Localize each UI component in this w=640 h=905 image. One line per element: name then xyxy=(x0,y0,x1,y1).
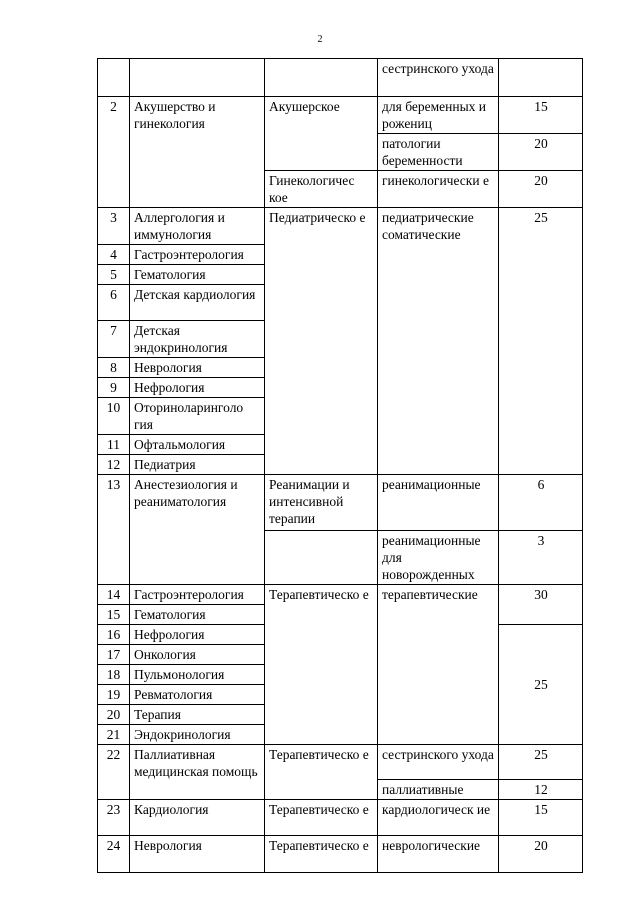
row-number: 12 xyxy=(98,455,130,475)
row-number: 5 xyxy=(98,265,130,285)
table-row xyxy=(98,97,583,134)
profile-cell: Неврология xyxy=(130,358,265,378)
row-number: 16 xyxy=(98,625,130,645)
row-number: 6 xyxy=(98,285,130,321)
profile-cell: Кардиология xyxy=(130,800,265,836)
department-cell: Терапевтическо е xyxy=(265,745,378,800)
beds-count-cell xyxy=(499,59,583,97)
beds-count-cell: 25 xyxy=(499,208,583,475)
profile-cell xyxy=(130,59,265,97)
row-number: 2 xyxy=(98,97,130,208)
row-number: 24 xyxy=(98,836,130,873)
department-cell: Акушерское xyxy=(265,97,378,171)
row-number: 23 xyxy=(98,800,130,836)
beds-type-cell: сестринского ухода xyxy=(378,59,499,97)
profile-cell: Детская эндокринология xyxy=(130,321,265,358)
page-number: 2 xyxy=(317,34,323,45)
row-number xyxy=(98,59,130,97)
beds-type-cell: неврологические xyxy=(378,836,499,873)
row-number: 18 xyxy=(98,665,130,685)
beds-count-cell: 15 xyxy=(499,97,583,134)
profile-cell: Аллергология и иммунология xyxy=(130,208,265,245)
department-cell: Реанимации и интенсивной терапии xyxy=(265,475,378,531)
beds-type-cell: паллиативные xyxy=(378,780,499,800)
department-cell: Терапевтическо е xyxy=(265,585,378,745)
row-number: 3 xyxy=(98,208,130,245)
profile-cell: Пульмонология xyxy=(130,665,265,685)
beds-type-cell: для беременных и рожениц xyxy=(378,97,499,134)
table-row xyxy=(98,585,583,605)
profile-cell: Педиатрия xyxy=(130,455,265,475)
beds-table xyxy=(97,58,583,873)
department-cell xyxy=(265,59,378,97)
profile-cell: Онкология xyxy=(130,645,265,665)
row-number: 22 xyxy=(98,745,130,800)
beds-count-cell: 20 xyxy=(499,836,583,873)
profile-cell: Детская кардиология xyxy=(130,285,265,321)
beds-count-cell: 20 xyxy=(499,134,583,171)
profile-cell: Эндокринология xyxy=(130,725,265,745)
row-number: 10 xyxy=(98,398,130,435)
row-number: 9 xyxy=(98,378,130,398)
profile-cell: Гастроэнтерология xyxy=(130,245,265,265)
row-number: 7 xyxy=(98,321,130,358)
department-cell: Терапевтическо е xyxy=(265,800,378,836)
row-number: 17 xyxy=(98,645,130,665)
profile-cell: Нефрология xyxy=(130,625,265,645)
beds-count-cell: 6 xyxy=(499,475,583,531)
beds-type-cell: гинекологически е xyxy=(378,171,499,208)
profile-cell: Неврология xyxy=(130,836,265,873)
beds-type-cell: реанимационные xyxy=(378,475,499,531)
table-row xyxy=(98,59,583,97)
profile-cell: Терапия xyxy=(130,705,265,725)
table-row xyxy=(98,836,583,873)
beds-type-cell: реанимационные для новорожденных xyxy=(378,531,499,585)
beds-type-cell: кардиологическ ие xyxy=(378,800,499,836)
beds-type-cell: патологии беременности xyxy=(378,134,499,171)
row-number: 11 xyxy=(98,435,130,455)
row-number: 21 xyxy=(98,725,130,745)
profile-cell: Анестезиология и реаниматология xyxy=(130,475,265,585)
beds-type-cell: сестринского ухода xyxy=(378,745,499,780)
beds-count-cell: 30 xyxy=(499,585,583,625)
row-number: 15 xyxy=(98,605,130,625)
beds-count-cell: 25 xyxy=(499,745,583,780)
profile-cell: Гематология xyxy=(130,605,265,625)
department-cell: Педиатрическо е xyxy=(265,208,378,475)
profile-cell: Гастроэнтерология xyxy=(130,585,265,605)
profile-cell: Паллиативная медицинская помощь xyxy=(130,745,265,800)
profile-cell: Офтальмология xyxy=(130,435,265,455)
row-number: 13 xyxy=(98,475,130,585)
table-row xyxy=(98,208,583,245)
profile-cell: Гематология xyxy=(130,265,265,285)
row-number: 20 xyxy=(98,705,130,725)
beds-count-cell: 15 xyxy=(499,800,583,836)
beds-type-cell: терапевтические xyxy=(378,585,499,745)
beds-count-cell: 12 xyxy=(499,780,583,800)
department-cell: Гинекологичес кое xyxy=(265,171,378,208)
beds-count-cell: 20 xyxy=(499,171,583,208)
table-row xyxy=(98,800,583,836)
row-number: 19 xyxy=(98,685,130,705)
table-row xyxy=(98,475,583,531)
department-cell: Терапевтическо е xyxy=(265,836,378,873)
profile-cell: Ревматология xyxy=(130,685,265,705)
profile-cell: Нефрология xyxy=(130,378,265,398)
beds-type-cell: педиатрические соматические xyxy=(378,208,499,475)
department-cell xyxy=(265,531,378,585)
beds-count-cell: 25 xyxy=(499,625,583,745)
row-number: 4 xyxy=(98,245,130,265)
beds-count-cell: 3 xyxy=(499,531,583,585)
profile-cell: Оториноларинголо гия xyxy=(130,398,265,435)
row-number: 14 xyxy=(98,585,130,605)
table-row xyxy=(98,745,583,780)
profile-cell: Акушерство и гинекология xyxy=(130,97,265,208)
row-number: 8 xyxy=(98,358,130,378)
